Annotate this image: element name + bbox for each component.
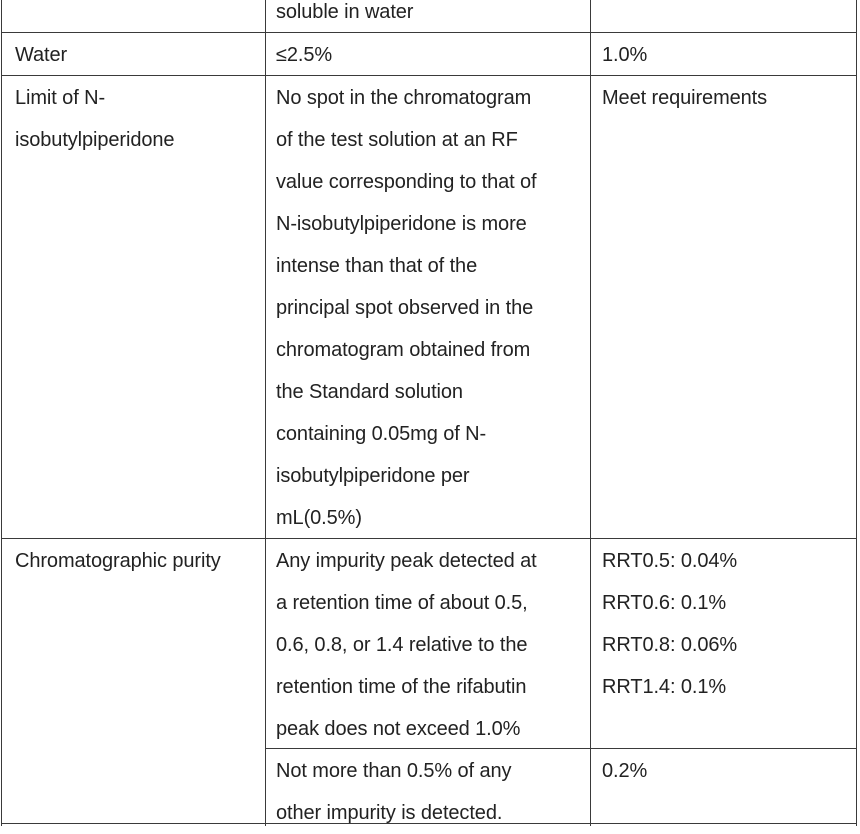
water-item: Water	[15, 44, 68, 66]
limit-requirement-line: isobutylpiperidone per	[276, 465, 470, 487]
limit-requirement-line: N-isobutylpiperidone is more	[276, 213, 527, 235]
chromatographic-requirement-1	[276, 540, 537, 750]
limit-requirement-line: value corresponding to that of	[276, 171, 537, 193]
limit-requirement-line: intense than that of the	[276, 255, 478, 277]
chromatographic-item: Chromatographic purity	[15, 550, 221, 572]
top-row-requirement: soluble in water	[276, 1, 414, 23]
water-result: 1.0%	[602, 44, 648, 66]
table-column-divider-1	[265, 0, 266, 826]
limit-requirement-line: chromatogram obtained from	[276, 339, 531, 361]
chromatographic-requirement-line: 0.6, 0.8, or 1.4 relative to the	[276, 634, 528, 656]
rrt-result-line: RRT0.6: 0.1%	[602, 592, 727, 614]
limit-requirement-line: of the test solution at an RF	[276, 129, 518, 151]
table-border-left	[1, 0, 2, 826]
table-column-divider-2	[590, 0, 591, 826]
limit-requirement-line: principal spot observed in the	[276, 297, 534, 319]
chromatographic-requirement-line: other impurity is detected.	[276, 802, 503, 824]
limit-requirement-line: containing 0.05mg of N-	[276, 423, 487, 445]
limit-requirement-line: mL(0.5%)	[276, 507, 362, 529]
rrt-result-line: RRT0.5: 0.04%	[602, 550, 738, 572]
limit-result: Meet requirements	[602, 87, 768, 109]
row-divider-water	[1, 75, 857, 76]
limit-requirement-line: the Standard solution	[276, 381, 463, 403]
limit-requirement-line: No spot in the chromatogram	[276, 87, 532, 109]
rrt-result-line: RRT1.4: 0.1%	[602, 676, 727, 698]
chromatographic-result-2: 0.2%	[602, 760, 648, 782]
chromatographic-requirement-2	[276, 750, 511, 834]
limit-requirement	[276, 77, 537, 539]
limit-item	[15, 77, 174, 161]
chromatographic-requirement-line: a retention time of about 0.5,	[276, 592, 528, 614]
chromatographic-requirement-line: peak does not exceed 1.0%	[276, 718, 521, 740]
row-divider-top	[1, 32, 857, 33]
table-border-right	[856, 0, 857, 826]
chromatographic-requirement-line: retention time of the rifabutin	[276, 676, 527, 698]
chromatographic-requirement-line: Not more than 0.5% of any	[276, 760, 512, 782]
limit-item-line: isobutylpiperidone	[15, 129, 175, 151]
chromatographic-requirement-line: Any impurity peak detected at	[276, 550, 537, 572]
limit-item-line: Limit of N-	[15, 87, 106, 109]
rrt-result-line: RRT0.8: 0.06%	[602, 634, 738, 656]
water-requirement: ≤2.5%	[276, 44, 333, 66]
chromatographic-result-1	[602, 540, 737, 708]
